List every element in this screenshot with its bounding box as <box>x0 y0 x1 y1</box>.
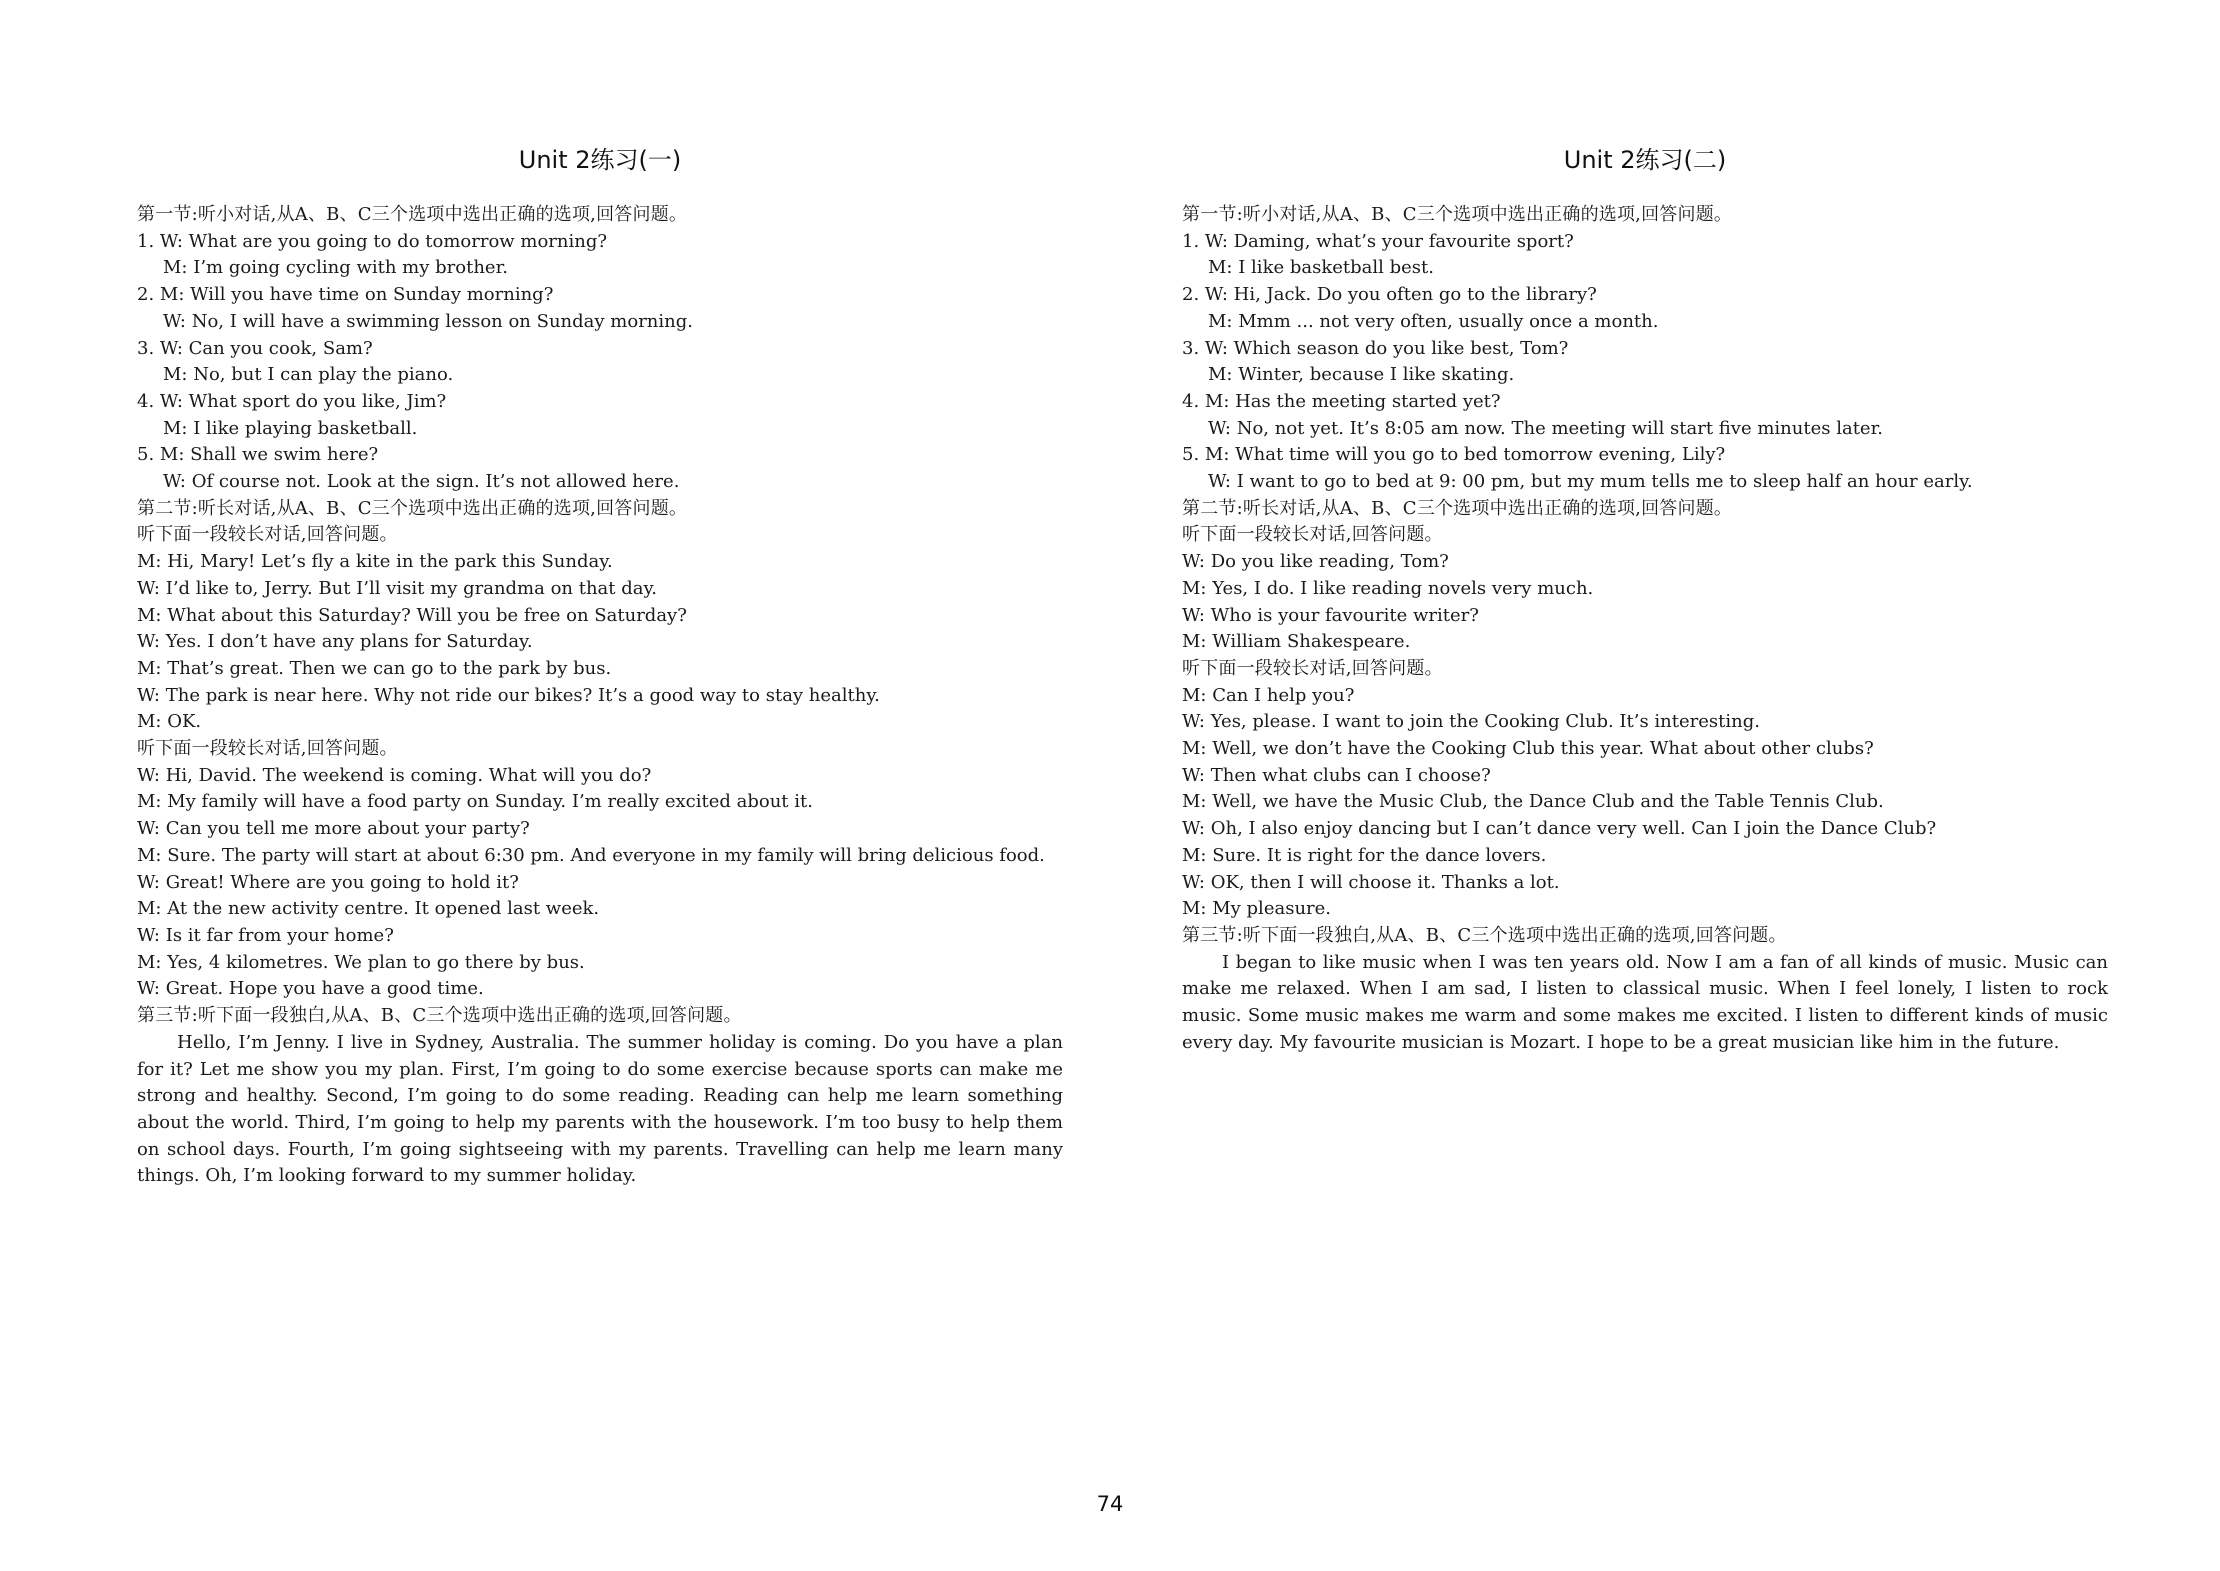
transcript-line: M: OK. <box>137 711 202 733</box>
transcript-line: W: Then what clubs can I choose? <box>1182 764 1491 786</box>
transcript-line: M: My family will have a food party on Sunday. I’m really excited about it. <box>137 791 813 813</box>
transcript-line: M: Well, we have the Music Club, the Dance Club and the Table Tennis Club. <box>1182 791 1884 813</box>
section-heading: 听下面一段较长对话,回答问题。 <box>1182 657 1443 679</box>
transcript-line: M: Yes, 4 kilometres. We plan to go there by bus. <box>137 951 585 973</box>
transcript-line: M: Sure. The party will start at about 6:30 pm. And everyone in my family will bring delicious food. <box>137 844 1045 866</box>
transcript-line: W: No, I will have a swimming lesson on Sunday morning. <box>163 310 693 332</box>
transcript-line: W: Yes, please. I want to join the Cooking Club. It’s interesting. <box>1182 711 1760 733</box>
section-heading: 听下面一段较长对话,回答问题。 <box>137 738 398 760</box>
transcript-line: W: Yes. I don’t have any plans for Saturday. <box>137 631 533 653</box>
section-heading: 听下面一段较长对话,回答问题。 <box>1182 524 1443 546</box>
transcript-line: W: Great! Where are you going to hold it? <box>137 871 519 893</box>
transcript-line: W: Do you like reading, Tom? <box>1182 551 1449 573</box>
transcript-line: 1. W: What are you going to do tomorrow morning? <box>137 230 608 252</box>
transcript-line: W: Can you tell me more about your party? <box>137 818 530 840</box>
transcript-line: 3. W: Which season do you like best, Tom? <box>1182 337 1569 359</box>
section-heading: 第一节:听小对话,从A、B、C三个选项中选出正确的选项,回答问题。 <box>1182 204 1733 225</box>
transcript-line: 1. W: Daming, what’s your favourite sport? <box>1182 230 1574 252</box>
transcript-line: M: Can I help you? <box>1182 684 1355 706</box>
transcript-line: M: Winter, because I like skating. <box>1208 364 1515 386</box>
transcript-line: M: Yes, I do. I like reading novels very much. <box>1182 577 1594 599</box>
transcript-line: 2. W: Hi, Jack. Do you often go to the library? <box>1182 284 1597 306</box>
transcript-line: M: Well, we don’t have the Cooking Club this year. What about other clubs? <box>1182 738 1874 760</box>
transcript-line: M: I like basketball best. <box>1208 257 1434 279</box>
transcript-line: W: The park is near here. Why not ride our bikes? It’s a good way to stay healthy. <box>137 684 880 706</box>
transcript-line: W: I want to go to bed at 9: 00 pm, but my mum tells me to sleep half an hour early. <box>1208 471 1973 493</box>
transcript-line: W: I’d like to, Jerry. But I’ll visit my grandma on that day. <box>137 577 657 599</box>
right-title: Unit 2练习(二) <box>1563 146 1727 174</box>
section-heading: 第二节:听长对话,从A、B、C三个选项中选出正确的选项,回答问题。 <box>137 497 688 519</box>
transcript-line: 5. M: Shall we swim here? <box>137 444 379 466</box>
left-lines <box>137 202 1063 1030</box>
transcript-line: M: No, but I can play the piano. <box>163 364 454 386</box>
left-monologue: Hello, I’m Jenny. I live in Sydney, Australia. The summer holiday is coming. Do you have a plan for it? Let me show you my plan. First, I’m going to do some exercise because sports can make me strong and healthy. Second, I’m going to do some reading. Reading can help me learn something about the world. Third, I’m going to help my parents with the housework. I’m too busy to help them on school days. Fourth, I’m going sightseeing with my parents. Travelling can help me learn many things. Oh, I’m looking forward to my summer holiday. <box>137 1031 1063 1187</box>
transcript-line: 2. M: Will you have time on Sunday morning? <box>137 284 554 306</box>
transcript-line: 5. M: What time will you go to bed tomorrow evening, Lily? <box>1182 444 1726 466</box>
left-column <box>137 140 1063 1190</box>
transcript-line: M: Sure. It is right for the dance lovers. <box>1182 844 1547 866</box>
transcript-line: M: I like playing basketball. <box>163 417 418 439</box>
right-monologue: I began to like music when I was ten years old. Now I am a fan of all kinds of music. Music can make me relaxed. When I am sad, I listen to classical music. When I feel lonely, I listen to rock music. Some music makes me warm and some makes me excited. I listen to different kinds of music every day. My favourite musician is Mozart. I hope to be a great musician like him in the future. <box>1182 951 2108 1053</box>
section-heading: 第二节:听长对话,从A、B、C三个选项中选出正确的选项,回答问题。 <box>1182 497 1733 519</box>
transcript-line: M: I’m going cycling with my brother. <box>163 257 508 279</box>
right-column <box>1182 140 2108 1057</box>
transcript-line: 4. W: What sport do you like, Jim? <box>137 390 447 412</box>
right-lines <box>1182 202 2108 950</box>
transcript-line: M: Mmm ... not very often, usually once a month. <box>1208 310 1659 332</box>
section-heading: 听下面一段较长对话,回答问题。 <box>137 524 398 546</box>
transcript-line: W: Of course not. Look at the sign. It’s not allowed here. <box>163 471 680 493</box>
section-heading: 第三节:听下面一段独白,从A、B、C三个选项中选出正确的选项,回答问题。 <box>137 1005 742 1027</box>
transcript-line: W: Is it far from your home? <box>137 924 394 946</box>
transcript-line: M: At the new activity centre. It opened last week. <box>137 898 600 920</box>
page-number: 74 <box>1096 1492 1124 1516</box>
section-heading: 第一节:听小对话,从A、B、C三个选项中选出正确的选项,回答问题。 <box>137 204 688 225</box>
transcript-line: 4. M: Has the meeting started yet? <box>1182 390 1501 412</box>
transcript-line: W: Hi, David. The weekend is coming. What will you do? <box>137 764 652 786</box>
transcript-line: M: William Shakespeare. <box>1182 631 1411 653</box>
section-heading: 第三节:听下面一段独白,从A、B、C三个选项中选出正确的选项,回答问题。 <box>1182 924 1787 946</box>
transcript-line: W: Who is your favourite writer? <box>1182 604 1479 626</box>
transcript-line: M: My pleasure. <box>1182 898 1332 920</box>
transcript-line: W: No, not yet. It’s 8:05 am now. The meeting will start five minutes later. <box>1208 417 1883 439</box>
transcript-line: M: Hi, Mary! Let’s fly a kite in the park this Sunday. <box>137 551 613 573</box>
transcript-line: M: What about this Saturday? Will you be free on Saturday? <box>137 604 687 626</box>
transcript-line: M: That’s great. Then we can go to the park by bus. <box>137 657 612 679</box>
left-title: Unit 2练习(一) <box>518 146 682 174</box>
transcript-line: 3. W: Can you cook, Sam? <box>137 337 373 359</box>
transcript-line: W: Oh, I also enjoy dancing but I can’t dance very well. Can I join the Dance Club? <box>1182 818 1937 840</box>
transcript-line: W: Great. Hope you have a good time. <box>137 978 484 1000</box>
transcript-line: W: OK, then I will choose it. Thanks a lot. <box>1182 871 1560 893</box>
